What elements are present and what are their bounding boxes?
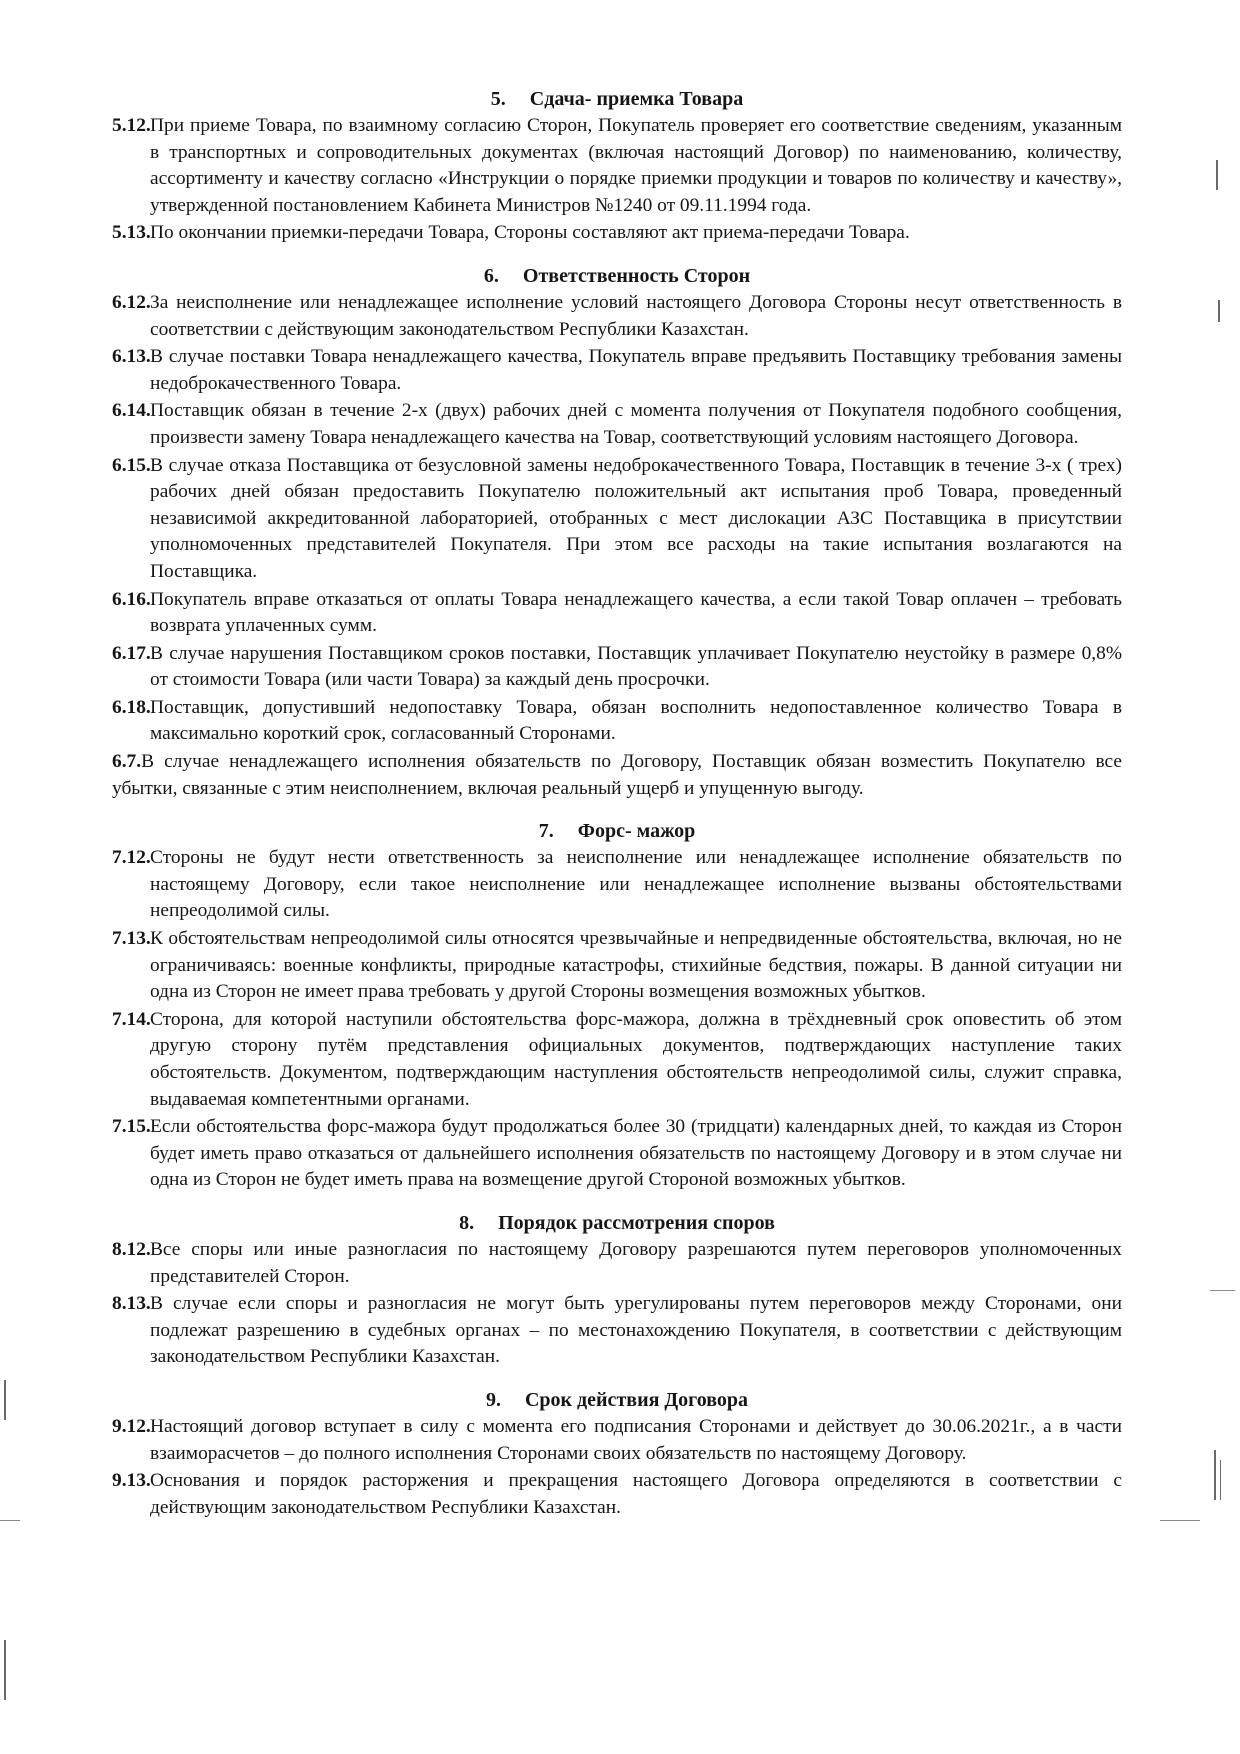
clause-number: 6.7. xyxy=(112,751,142,773)
clause-text: Настоящий договор вступает в силу с момента его подписания Сторонами и действует до 30.06.2021г., а в части взаиморасчетов – до полного исполнения Сторонами своих обязательств по настоящему Договору. xyxy=(150,1415,1122,1464)
section-number: 5. xyxy=(490,88,506,110)
clause xyxy=(112,1114,1122,1194)
clause-text: В случае отказа Поставщика от безусловной замены недоброкачественного Товара, Поставщик в течение 3-х ( трех) рабочих дней обязан предоставить Покупателю положительный акт испытания проб Товара, проведенный независимой аккредитованной лабораторией, отобранных с мест дислокации АЗС Поставщика в присутствии уполномоченных представителей Покупателя. При этом все расходы на такие испытания возлагаются на Поставщика. xyxy=(150,454,1122,582)
clause-number: 5.13. xyxy=(112,222,151,244)
clause-number: 6.14. xyxy=(112,400,151,422)
scan-edge-artifact xyxy=(1214,1450,1216,1500)
clause-text: Все споры или иные разногласия по настоящему Договору разрешаются путем переговоров уполномоченных представителей Сторон. xyxy=(150,1238,1122,1287)
scan-edge-artifact xyxy=(4,1380,6,1420)
scan-edge-artifact xyxy=(1160,1520,1200,1521)
section-heading xyxy=(112,1387,1122,1414)
clause-number: 6.15. xyxy=(112,454,151,476)
section-heading xyxy=(112,1210,1122,1237)
clause-number: 6.12. xyxy=(112,291,151,313)
section-heading xyxy=(112,263,1122,290)
clause-number: 8.12. xyxy=(112,1238,151,1260)
clause-number: 7.14. xyxy=(112,1008,151,1030)
section-number: 9. xyxy=(485,1388,501,1411)
clause-text: Поставщик, допустивший недопоставку Товара, обязан восполнить недопоставленное количество Товара в максимально короткий срок, согласованный Сторонами. xyxy=(150,696,1122,745)
clause-number: 6.16. xyxy=(112,588,151,610)
clause-number: 6.13. xyxy=(112,346,151,368)
clause-number: 7.15. xyxy=(112,1116,151,1138)
clause xyxy=(112,587,1122,640)
clause-number: 9.13. xyxy=(112,1470,151,1492)
section-title: Срок действия Договора xyxy=(524,1388,749,1411)
clause-text: За неисполнение или ненадлежащее исполнение условий настоящего Договора Стороны несут ответственность в соответствии с действующим законодательством Республики Казахстан. xyxy=(150,291,1122,340)
clause-text: Стороны не будут нести ответственность за неисполнение или ненадлежащее исполнение обязательств по настоящему Договору, если такое неисполнение или ненадлежащее исполнение вызваны обстоятельствами непреодолимой силы. xyxy=(150,847,1122,922)
clause xyxy=(112,398,1122,451)
clause-number: 6.18. xyxy=(112,696,151,718)
clause xyxy=(112,926,1122,1006)
section-title: Форс- мажор xyxy=(577,820,696,843)
section-title: Сдача- приемка Товара xyxy=(529,88,744,110)
clause-text: Поставщик обязан в течение 2-х (двух) рабочих дней с момента получения от Покупателя подобного сообщения, произвести замену Товара ненадлежащего качества на Товар, соответствующий условиям настоящего Договора. xyxy=(150,400,1122,448)
section-number: 8. xyxy=(459,1211,475,1234)
scan-edge-artifact xyxy=(1218,300,1220,322)
document-body xyxy=(112,86,1122,1522)
clause-number: 8.13. xyxy=(112,1293,151,1315)
section-heading xyxy=(112,86,1122,113)
section-title: Ответственность Сторон xyxy=(522,264,751,287)
clause-text: Сторона, для которой наступили обстоятельства форс-мажора, должна в трёхдневный срок оповестить об этом другую сторону путём представления официальных документов, подтверждающих наступление таких обстоятельств. Документом, подтверждающим наступления обстоятельств непреодолимой силы, служит справка, выдаваемая компетентными органами. xyxy=(150,1008,1122,1110)
scan-edge-artifact xyxy=(1210,1290,1235,1291)
clause-number: 9.12. xyxy=(112,1415,151,1437)
clause-text: В случае поставки Товара ненадлежащего качества, Покупатель вправе предъявить Поставщику требования замены недоброкачественного Товара. xyxy=(150,346,1122,394)
section-number: 7. xyxy=(538,820,554,843)
clause-number: 7.12. xyxy=(112,847,151,869)
clause-text: В случае ненадлежащего исполнения обязательств по Договору, Поставщик обязан возместить Покупателю все убытки, связанные с этим неисполнением, включая реальный ущерб и упущенную выгоду. xyxy=(112,751,1122,799)
clause xyxy=(112,113,1122,219)
scan-edge-artifact xyxy=(0,1520,20,1521)
clause-text: Основания и порядок расторжения и прекращения настоящего Договора определяются в соответствии с действующим законодательством Республики Казахстан. xyxy=(150,1470,1122,1518)
section-title: Порядок рассмотрения споров xyxy=(498,1211,775,1234)
clause xyxy=(112,845,1122,925)
clause xyxy=(112,1414,1122,1467)
section-number: 6. xyxy=(483,264,499,287)
scan-edge-artifact xyxy=(1216,160,1218,190)
clause xyxy=(112,290,1122,343)
clause-text: При приеме Товара, по взаимному согласию Сторон, Покупатель проверяет его соответствие сведениям, указанным в транспортных и сопроводительных документах (включая настоящий Договор) по наименованию, количеству, ассортименту и качеству согласно «Инструкции о порядке приемки продукции и товаров по количеству и качеству», утвержденной постановлением Кабинета Министров №1240 от 09.11.1994 года. xyxy=(150,115,1122,216)
clause xyxy=(112,344,1122,397)
clause-number: 7.13. xyxy=(112,928,151,950)
clause xyxy=(112,453,1122,586)
section-heading xyxy=(112,818,1122,845)
clause-text: К обстоятельствам непреодолимой силы относятся чрезвычайные и непредвиденные обстоятельства, включая, но не ограничиваясь: военные конфликты, природные катастрофы, стихийные бедствия, пожары. В данной ситуации ни одна из Сторон не имеет права требовать у другой Стороны возмещения возможных убытков. xyxy=(150,928,1122,1003)
clause-number: 6.17. xyxy=(112,642,151,664)
clause xyxy=(112,695,1122,748)
clause xyxy=(112,220,1122,247)
clause xyxy=(112,1291,1122,1371)
scan-edge-artifact xyxy=(1220,1460,1221,1500)
clause xyxy=(112,1007,1122,1113)
scan-edge-artifact xyxy=(4,1640,6,1700)
clause-text: В случае если споры и разногласия не могут быть урегулированы путем переговоров между Сторонами, они подлежат разрешению в судебных органах – по местонахождению Покупателя, в соответствии с действующим законодательством Республики Казахстан. xyxy=(150,1293,1122,1368)
clause xyxy=(112,749,1122,802)
clause xyxy=(112,1468,1122,1521)
clause-text: Если обстоятельства форс-мажора будут продолжаться более 30 (тридцати) календарных дней, то каждая из Сторон будет иметь право отказаться от дальнейшего исполнения обязательств по настоящему Договору и в этом случае ни одна из Сторон не будет иметь права на возмещение другой Стороной возможных убытков. xyxy=(150,1116,1122,1191)
clause-number: 5.12. xyxy=(112,115,151,136)
clause xyxy=(112,641,1122,694)
clause xyxy=(112,1237,1122,1290)
clause-text: В случае нарушения Поставщиком сроков поставки, Поставщик уплачивает Покупателю неустойку в размере 0,8% от стоимости Товара (или части Товара) за каждый день просрочки. xyxy=(150,642,1122,691)
clause-text: Покупатель вправе отказаться от оплаты Товара ненадлежащего качества, а если такой Товар оплачен – требовать возврата уплаченных сумм. xyxy=(150,588,1122,637)
clause-text: По окончании приемки-передачи Товара, Стороны составляют акт приема-передачи Товара. xyxy=(150,222,910,244)
